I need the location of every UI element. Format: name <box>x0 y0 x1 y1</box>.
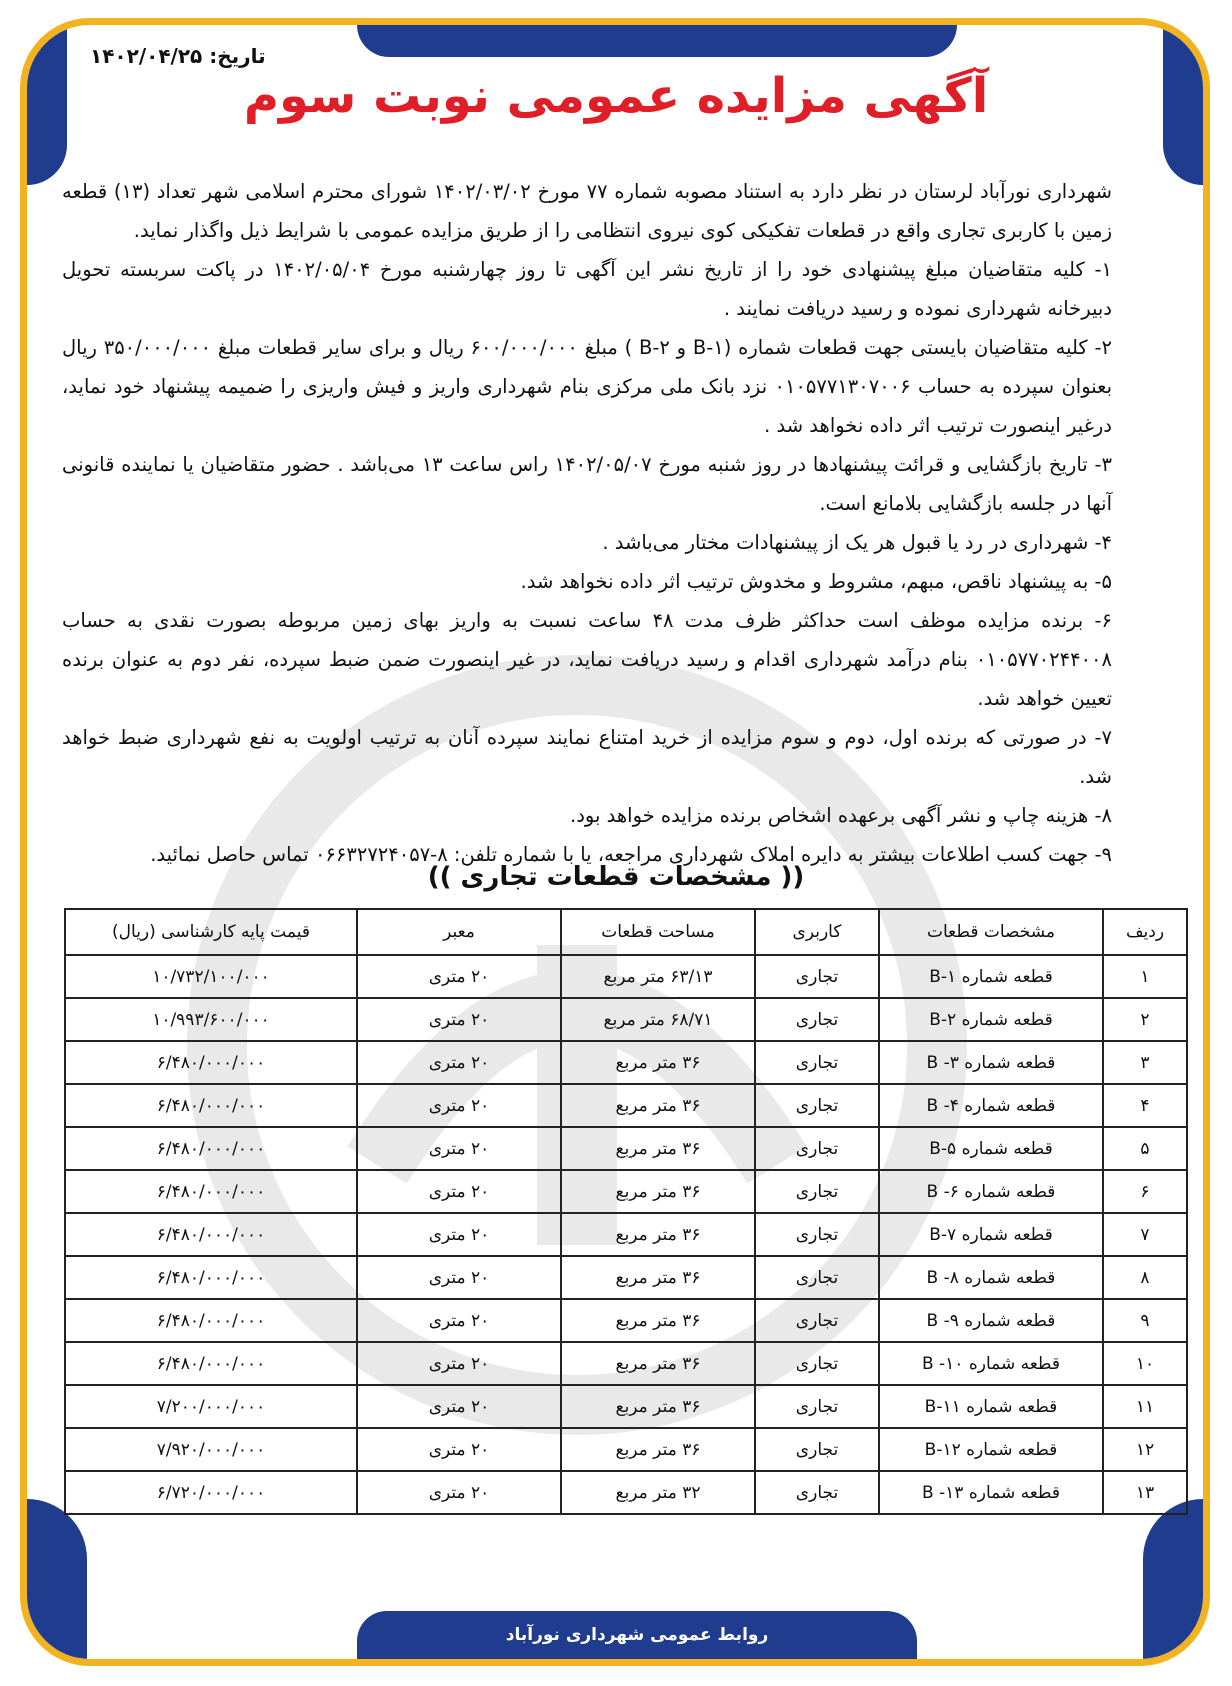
header-area: مساحت قطعات <box>561 909 755 955</box>
table-header-row <box>65 909 1187 955</box>
top-decor-bar <box>357 25 957 57</box>
cell-plot-spec: قطعه شماره B -۹ <box>879 1299 1103 1342</box>
cell-usage: تجاری <box>755 998 879 1041</box>
condition-2: ۲- کلیه متقاضیان بایستی جهت قطعات شماره (B-۱ و B-۲ ) مبلغ ۶۰۰/۰۰۰/۰۰۰ ریال و برای سایر قطعات مبلغ ۳۵۰/۰۰۰/۰۰۰ ریال بعنوان سپرده به حساب ۰۱۰۵۷۷۱۳۰۷۰۰۶ نزد بانک ملی مرکزی بنام شهرداری واریز و فیش واریزی را ضمیمه پیشنهاد خود نماید، درغیر اینصورت ترتیب اثر داده نخواهد شد . <box>62 336 1113 437</box>
cell-usage: تجاری <box>755 1471 879 1514</box>
table-row <box>65 1170 1187 1213</box>
cell-row-number: ۷ <box>1103 1213 1187 1256</box>
table-row <box>65 1471 1187 1514</box>
footer-label: روابط عمومی شهرداری نورآباد <box>505 1625 769 1645</box>
cell-base-price: ۶/۴۸۰/۰۰۰/۰۰۰ <box>65 1041 357 1084</box>
notice-date: تاریخ: ۱۴۰۲/۰۴/۲۵ <box>90 44 266 68</box>
cell-row-number: ۱۳ <box>1103 1471 1187 1514</box>
table-row <box>65 1342 1187 1385</box>
cell-street: ۲۰ متری <box>357 1170 561 1213</box>
cell-base-price: ۶/۴۸۰/۰۰۰/۰۰۰ <box>65 1342 357 1385</box>
condition-7: ۷- در صورتی که برنده اول، دوم و سوم مزایده از خرید امتناع نمایند سپرده آنان به ترتیب اولویت به نفع شهرداری ضبط خواهد شد. <box>62 726 1112 788</box>
cell-usage: تجاری <box>755 1385 879 1428</box>
cell-row-number: ۶ <box>1103 1170 1187 1213</box>
cell-usage: تجاری <box>755 1428 879 1471</box>
cell-row-number: ۸ <box>1103 1256 1187 1299</box>
bottom-right-decor <box>1143 1499 1203 1659</box>
cell-plot-spec: قطعه شماره B-۱ <box>879 955 1103 998</box>
cell-plot-spec: قطعه شماره B-۲ <box>879 998 1103 1041</box>
cell-row-number: ۱ <box>1103 955 1187 998</box>
notice-body <box>62 172 1112 874</box>
notice-title: آگهی مزایده عمومی نوبت سوم <box>243 68 989 124</box>
cell-street: ۲۰ متری <box>357 1256 561 1299</box>
cell-street: ۲۰ متری <box>357 1041 561 1084</box>
table-body <box>65 955 1187 1514</box>
table-row <box>65 1127 1187 1170</box>
cell-plot-spec: قطعه شماره B-۵ <box>879 1127 1103 1170</box>
condition-9: ۹- جهت کسب اطلاعات بیشتر به دایره املاک شهرداری مراجعه، یا با شماره تلفن: ۸-۰۶۶۳۲۷۲۴۰۵۷ تماس حاصل نمائید. <box>150 843 1112 866</box>
cell-area: ۶۳/۱۳ متر مربع <box>561 955 755 998</box>
table-row <box>65 1385 1187 1428</box>
header-usage: کاربری <box>755 909 879 955</box>
cell-plot-spec: قطعه شماره B -۳ <box>879 1041 1103 1084</box>
cell-base-price: ۶/۴۸۰/۰۰۰/۰۰۰ <box>65 1213 357 1256</box>
bottom-left-decor <box>27 1499 87 1659</box>
cell-row-number: ۳ <box>1103 1041 1187 1084</box>
cell-plot-spec: قطعه شماره B-۷ <box>879 1213 1103 1256</box>
table-row <box>65 1299 1187 1342</box>
table-row <box>65 1213 1187 1256</box>
cell-plot-spec: قطعه شماره B-۱۱ <box>879 1385 1103 1428</box>
cell-area: ۳۶ متر مربع <box>561 1170 755 1213</box>
plots-table <box>64 908 1188 1515</box>
cell-area: ۳۶ متر مربع <box>561 1256 755 1299</box>
cell-plot-spec: قطعه شماره B-۱۲ <box>879 1428 1103 1471</box>
cell-area: ۳۶ متر مربع <box>561 1299 755 1342</box>
cell-row-number: ۵ <box>1103 1127 1187 1170</box>
table-row <box>65 955 1187 998</box>
intro-paragraph: شهرداری نورآباد لرستان در نظر دارد به استناد مصوبه شماره ۷۷ مورخ ۱۴۰۲/۰۳/۰۲ شورای محترم اسلامی شهر تعداد (۱۳) قطعه زمین با کاربری تجاری واقع در قطعات تفکیکی کوی نیروی انتظامی را از طریق مزایده عمومی با شرایط ذیل واگذار نماید. <box>62 180 1112 242</box>
table-row <box>65 1084 1187 1127</box>
condition-5: ۵- به پیشنهاد ناقص، مبهم، مشروط و مخدوش ترتیب اثر داده نخواهد شد. <box>520 570 1112 593</box>
condition-3: ۳- تاریخ بازگشایی و قرائت پیشنهادها در روز شنبه مورخ ۱۴۰۲/۰۵/۰۷ راس ساعت ۱۳ می‌باشد . حضور متقاضیان یا نماینده قانونی آنها در جلسه بازگشایی بلامانع است. <box>62 453 1112 515</box>
cell-base-price: ۷/۹۲۰/۰۰۰/۰۰۰ <box>65 1428 357 1471</box>
cell-area: ۳۶ متر مربع <box>561 1213 755 1256</box>
header-street: معبر <box>357 909 561 955</box>
cell-base-price: ۶/۴۸۰/۰۰۰/۰۰۰ <box>65 1256 357 1299</box>
cell-base-price: ۶/۴۸۰/۰۰۰/۰۰۰ <box>65 1084 357 1127</box>
cell-row-number: ۹ <box>1103 1299 1187 1342</box>
header-base-price: قیمت پایه کارشناسی (ریال) <box>65 909 357 955</box>
cell-street: ۲۰ متری <box>357 1127 561 1170</box>
table-title: (( مشخصات قطعات تجاری )) <box>427 862 805 892</box>
cell-row-number: ۴ <box>1103 1084 1187 1127</box>
cell-row-number: ۲ <box>1103 998 1187 1041</box>
cell-street: ۲۰ متری <box>357 1385 561 1428</box>
cell-street: ۲۰ متری <box>357 1342 561 1385</box>
cell-area: ۳۶ متر مربع <box>561 1428 755 1471</box>
cell-plot-spec: قطعه شماره B -۴ <box>879 1084 1103 1127</box>
cell-base-price: ۷/۲۰۰/۰۰۰/۰۰۰ <box>65 1385 357 1428</box>
cell-usage: تجاری <box>755 1041 879 1084</box>
cell-street: ۲۰ متری <box>357 955 561 998</box>
cell-area: ۳۶ متر مربع <box>561 1127 755 1170</box>
cell-area: ۳۶ متر مربع <box>561 1084 755 1127</box>
cell-base-price: ۱۰/۹۹۳/۶۰۰/۰۰۰ <box>65 998 357 1041</box>
cell-area: ۶۸/۷۱ متر مربع <box>561 998 755 1041</box>
cell-base-price: ۶/۴۸۰/۰۰۰/۰۰۰ <box>65 1127 357 1170</box>
condition-4: ۴- شهرداری در رد یا قبول هر یک از پیشنهادات مختار می‌باشد . <box>602 531 1112 554</box>
cell-usage: تجاری <box>755 1213 879 1256</box>
cell-area: ۳۲ متر مربع <box>561 1471 755 1514</box>
cell-usage: تجاری <box>755 955 879 998</box>
table-row <box>65 1041 1187 1084</box>
cell-usage: تجاری <box>755 1127 879 1170</box>
condition-8: ۸- هزینه چاپ و نشر آگهی برعهده اشخاص برنده مزایده خواهد بود. <box>570 804 1112 827</box>
cell-base-price: ۱۰/۷۳۲/۱۰۰/۰۰۰ <box>65 955 357 998</box>
cell-street: ۲۰ متری <box>357 1299 561 1342</box>
cell-plot-spec: قطعه شماره B -۸ <box>879 1256 1103 1299</box>
cell-street: ۲۰ متری <box>357 1213 561 1256</box>
footer-bar <box>357 1611 917 1659</box>
condition-1: ۱- کلیه متقاضیان مبلغ پیشنهادی خود را از تاریخ نشر این آگهی تا روز چهارشنبه مورخ ۱۴۰۲/۰۵/۰۴ در پاکت سربسته تحویل دبیرخانه شهرداری نموده و رسید دریافت نمایند . <box>62 258 1112 320</box>
cell-usage: تجاری <box>755 1256 879 1299</box>
cell-usage: تجاری <box>755 1170 879 1213</box>
cell-base-price: ۶/۴۸۰/۰۰۰/۰۰۰ <box>65 1170 357 1213</box>
cell-area: ۳۶ متر مربع <box>561 1385 755 1428</box>
cell-usage: تجاری <box>755 1084 879 1127</box>
cell-plot-spec: قطعه شماره B -۱۳ <box>879 1471 1103 1514</box>
table-row <box>65 1256 1187 1299</box>
cell-usage: تجاری <box>755 1299 879 1342</box>
table-row <box>65 998 1187 1041</box>
cell-street: ۲۰ متری <box>357 1428 561 1471</box>
cell-usage: تجاری <box>755 1342 879 1385</box>
cell-street: ۲۰ متری <box>357 1471 561 1514</box>
cell-row-number: ۱۰ <box>1103 1342 1187 1385</box>
cell-street: ۲۰ متری <box>357 1084 561 1127</box>
header-row-number: ردیف <box>1103 909 1187 955</box>
cell-base-price: ۶/۷۲۰/۰۰۰/۰۰۰ <box>65 1471 357 1514</box>
cell-row-number: ۱۱ <box>1103 1385 1187 1428</box>
cell-base-price: ۶/۴۸۰/۰۰۰/۰۰۰ <box>65 1299 357 1342</box>
cell-plot-spec: قطعه شماره B -۶ <box>879 1170 1103 1213</box>
header-plot-spec: مشخصات قطعات <box>879 909 1103 955</box>
cell-area: ۳۶ متر مربع <box>561 1342 755 1385</box>
condition-6: ۶- برنده مزایده موظف است حداکثر ظرف مدت ۴۸ ساعت نسبت به واریز بهای زمین مربوطه بصورت نقدی به حساب ۰۱۰۵۷۷۰۲۴۴۰۰۸ بنام درآمد شهرداری اقدام و رسید دریافت نماید، در غیر اینصورت ضمن ضبط سپرده، نفر دوم به عنوان برنده تعیین خواهد شد. <box>62 609 1112 710</box>
cell-row-number: ۱۲ <box>1103 1428 1187 1471</box>
table-row <box>65 1428 1187 1471</box>
cell-area: ۳۶ متر مربع <box>561 1041 755 1084</box>
cell-plot-spec: قطعه شماره B -۱۰ <box>879 1342 1103 1385</box>
cell-street: ۲۰ متری <box>357 998 561 1041</box>
